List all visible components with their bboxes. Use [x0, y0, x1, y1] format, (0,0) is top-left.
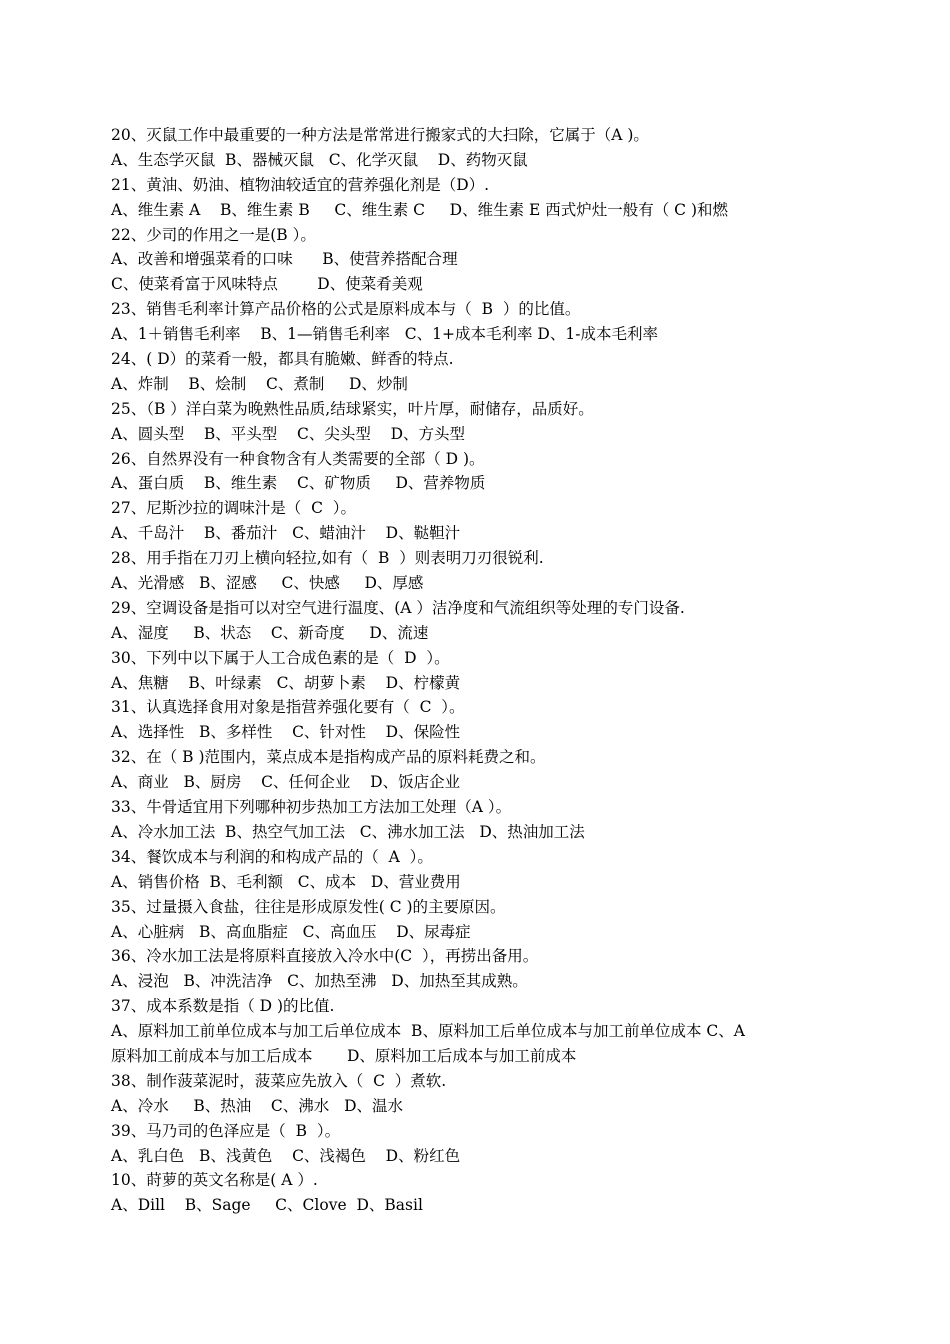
answer-options-line: C、使菜肴富于风味特点 D、使菜肴美观 [111, 275, 423, 294]
answer-options-line: A、Dill B、Sage C、Clove D、Basil [111, 1196, 423, 1215]
answer-options-line: A、浸泡 B、冲洗洁净 C、加热至沸 D、加热至其成熟。 [111, 972, 528, 991]
question-line: 21、黄油、奶油、植物油较适宜的营养强化剂是（D）. [111, 175, 490, 194]
question-line: 37、成本系数是指（ D )的比值. [111, 997, 335, 1016]
question-line: 34、餐饮成本与利润的和构成产品的（ A ）。 [111, 847, 433, 866]
question-list [111, 123, 811, 1218]
question-line: 23、销售毛利率计算产品价格的公式是原料成本与（ B ）的比值。 [111, 300, 581, 319]
question-line: 39、马乃司的色泽应是（ B ）。 [111, 1121, 341, 1140]
question-line: 33、牛骨适宜用下列哪种初步热加工方法加工处理（A ）。 [111, 798, 512, 817]
question-line: 20、灭鼠工作中最重要的一种方法是常常进行搬家式的大扫除，它属于（A )。 [111, 126, 649, 144]
answer-options-line: A、心脏病 B、高血脂症 C、高血压 D、尿毒症 [111, 922, 471, 941]
question-line: 26、自然界没有一种食物含有人类需要的全部（ D )。 [111, 449, 485, 468]
answer-options-line: A、湿度 B、状态 C、新奇度 D、流速 [111, 623, 429, 642]
question-line: 10、莳萝的英文名称是( A ）. [111, 1171, 318, 1190]
answer-options-line: A、改善和增强菜肴的口味 B、使营养搭配合理 [111, 250, 458, 269]
answer-options-line: A、蛋白质 B、维生素 C、矿物质 D、营养物质 [111, 474, 486, 493]
question-line: 36、冷水加工法是将原料直接放入冷水中(C ），再捞出备用。 [111, 947, 539, 966]
answer-options-line: A、选择性 B、多样性 C、针对性 D、保险性 [111, 723, 461, 742]
answer-options-line: A、商业 B、厨房 C、任何企业 D、饭店企业 [111, 773, 461, 792]
answer-options-line: A、1＋销售毛利率 B、1—销售毛利率 C、1+成本毛利率 D、1-成本毛利率 [111, 325, 658, 344]
answer-options-line: A、冷水 B、热油 C、沸水 D、温水 [111, 1096, 403, 1115]
answer-options-line: A、千岛汁 B、番茄汁 C、蜡油汁 D、鞑靼汁 [111, 524, 461, 543]
answer-options-line: A、维生素 A B、维生素 B C、维生素 C D、维生素 E 西式炉灶一般有（ C )和燃 [111, 200, 729, 219]
answer-options-line: A、光滑感 B、涩感 C、快感 D、厚感 [111, 574, 424, 593]
question-line: 31、认真选择食用对象是指营养强化要有（ C ）。 [111, 698, 465, 717]
question-line: 38、制作菠菜泥时，菠菜应先放入（ C ）煮软. [111, 1071, 447, 1090]
question-line: 24、( D）的菜肴一般，都具有脆嫩、鲜香的特点. [111, 350, 454, 369]
question-line: 29、空调设备是指可以对空气进行温度、(A ）洁净度和气流组织等处理的专门设备. [111, 598, 685, 617]
answer-options-line: A、乳白色 B、浅黄色 C、浅褐色 D、粉红色 [111, 1146, 461, 1165]
question-line: 32、在（ B )范围内，菜点成本是指构成产品的原料耗费之和。 [111, 748, 546, 767]
answer-options-line: A、圆头型 B、平头型 C、尖头型 D、方头型 [111, 424, 465, 443]
question-line: 22、少司的作用之一是(B ）。 [111, 225, 316, 244]
answer-options-line: A、焦糖 B、叶绿素 C、胡萝卜素 D、柠檬黄 [111, 673, 461, 692]
question-line: 27、尼斯沙拉的调味汁是（ C ）。 [111, 499, 357, 518]
question-line: 28、用手指在刀刃上横向轻拉,如有（ B ）则表明刀刃很锐利. [111, 549, 544, 568]
question-line: 35、过量摄入食盐，往往是形成原发性( C )的主要原因。 [111, 897, 506, 916]
question-line: 25、（B ）洋白菜为晚熟性品质,结球紧实，叶片厚，耐储存，品质好。 [111, 399, 594, 418]
answer-options-line: 原料加工前成本与加工后成本 D、原料加工后成本与加工前成本 [111, 1046, 577, 1065]
answer-options-line: A、炸制 B、烩制 C、煮制 D、炒制 [111, 374, 408, 393]
question-line: 30、下列中以下属于人工合成色素的是（ D ）。 [111, 648, 450, 667]
answer-options-line: A、销售价格 B、毛利额 C、成本 D、营业费用 [111, 872, 461, 891]
answer-options-line: A、原料加工前单位成本与加工后单位成本 B、原料加工后单位成本与加工前单位成本 C、A [111, 1022, 745, 1041]
answer-options-line: A、生态学灭鼠 B、器械灭鼠 C、化学灭鼠 D、药物灭鼠 [111, 150, 528, 169]
answer-options-line: A、冷水加工法 B、热空气加工法 C、沸水加工法 D、热油加工法 [111, 822, 585, 841]
